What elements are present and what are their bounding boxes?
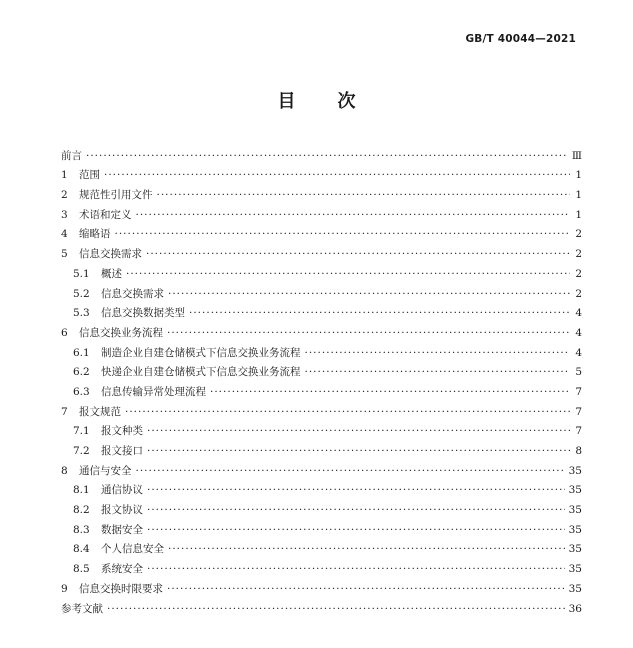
toc-entry[interactable] <box>61 517 582 537</box>
toc-entry-label: 信息交换数据类型 <box>101 307 185 320</box>
toc-entry-page: 1 <box>575 189 582 202</box>
toc-entry-number: 7.2 <box>73 445 90 457</box>
toc-entry-number: 5.2 <box>73 287 90 300</box>
toc-entry[interactable] <box>61 596 582 616</box>
toc-entry-page: 2 <box>575 248 582 261</box>
toc-entry[interactable] <box>61 458 582 478</box>
toc-entry-label: 信息交换需求 <box>101 287 164 300</box>
toc-entry-number: 9 <box>61 582 68 595</box>
toc-entry-number: 8.3 <box>73 523 90 536</box>
toc-entry-number: 1 <box>61 169 68 182</box>
toc-entry-page: 4 <box>575 326 582 339</box>
toc-entry-label: 术语和定义 <box>79 208 132 221</box>
toc-entry-page: 4 <box>575 307 582 320</box>
toc-entry-page: 35 <box>568 523 582 536</box>
toc-entry-label: 通信协议 <box>101 484 143 497</box>
toc-entry[interactable] <box>61 576 582 596</box>
toc-entry[interactable] <box>61 202 582 222</box>
toc-entry[interactable] <box>61 537 582 557</box>
dot-leader <box>210 385 570 399</box>
toc-entry-label: 快递企业自建仓储模式下信息交换业务流程 <box>101 366 301 379</box>
dot-leader <box>147 523 565 537</box>
toc-entry-label: 报文种类 <box>101 425 143 438</box>
toc-entry-number: 6.3 <box>73 385 90 398</box>
toc-entry-label: 概述 <box>101 267 122 280</box>
title-char-2: 次 <box>337 91 356 112</box>
toc-entry-label: 缩略语 <box>79 228 111 241</box>
toc-entry-label: 通信与安全 <box>79 464 132 477</box>
page-title <box>0 87 633 113</box>
dot-leader <box>168 542 565 556</box>
toc-entry-number: 2 <box>61 189 68 202</box>
dot-leader <box>168 287 570 301</box>
dot-leader <box>146 247 570 261</box>
toc-entry[interactable] <box>61 320 582 340</box>
toc-entry-page: 35 <box>568 504 582 517</box>
toc-entry[interactable] <box>61 379 582 399</box>
toc-entry-page: 35 <box>568 582 582 595</box>
toc-entry[interactable] <box>61 182 582 202</box>
toc-entry-page: 2 <box>575 287 582 300</box>
dot-leader <box>305 346 571 360</box>
dot-leader <box>147 424 570 438</box>
toc-entry[interactable] <box>61 419 582 439</box>
toc-entry-label: 范围 <box>79 169 100 182</box>
dot-leader <box>104 168 570 182</box>
toc-entry[interactable] <box>61 438 582 458</box>
toc-entry-page: 35 <box>568 484 582 497</box>
toc-entry[interactable] <box>61 301 582 321</box>
dot-leader <box>147 503 565 517</box>
title-char-1: 目 <box>277 91 296 112</box>
toc-entry-page: 36 <box>568 602 582 615</box>
toc-entry-page: 35 <box>568 563 582 576</box>
toc-entry[interactable] <box>61 556 582 576</box>
toc-entry-number: 8.1 <box>73 484 90 497</box>
dot-leader <box>125 405 570 419</box>
dot-leader <box>189 306 570 320</box>
toc-entry-page: 7 <box>575 405 582 418</box>
dot-leader <box>115 227 571 241</box>
dot-leader <box>157 188 571 202</box>
toc-entry-number: 8.5 <box>73 563 90 576</box>
toc-entry[interactable] <box>61 241 582 261</box>
dot-leader <box>107 602 565 616</box>
toc-entry[interactable] <box>61 497 582 517</box>
toc-entry-page: 5 <box>575 366 582 379</box>
toc-entry-page: 1 <box>575 169 582 182</box>
toc-entry-label: 报文协议 <box>101 504 143 517</box>
dot-leader <box>147 562 565 576</box>
toc-entry-number: 6.2 <box>73 366 90 379</box>
toc-entry[interactable] <box>61 360 582 380</box>
toc-entry-label: 制造企业自建仓储模式下信息交换业务流程 <box>101 346 301 359</box>
toc-entry-page: 7 <box>575 385 582 398</box>
dot-leader <box>147 444 570 458</box>
toc-entry-number: 7 <box>61 405 68 418</box>
toc-entry-label: 个人信息安全 <box>101 543 164 556</box>
toc-entry-label: 系统安全 <box>101 563 143 576</box>
toc-entry-number: 6.1 <box>73 346 90 359</box>
toc-entry-number: 5 <box>61 248 68 261</box>
toc-entry[interactable] <box>61 163 582 183</box>
dot-leader <box>167 582 565 596</box>
toc-entry-label: 信息交换需求 <box>79 248 142 261</box>
toc-entry[interactable] <box>61 399 582 419</box>
toc-entry-page: 8 <box>575 445 582 457</box>
toc-entry-number: 6 <box>61 326 68 339</box>
toc-entry-label: 参考文献 <box>61 602 103 615</box>
toc-entry-page: 4 <box>575 346 582 359</box>
dot-leader <box>136 208 571 222</box>
toc-entry[interactable] <box>61 478 582 498</box>
toc-entry-number: 8.2 <box>73 504 90 517</box>
toc-entry-number: 5.3 <box>73 307 90 320</box>
toc-entry-label: 信息交换时限要求 <box>79 582 163 595</box>
toc-entry-number: 8.4 <box>73 543 90 556</box>
toc-entry-label: 信息交换业务流程 <box>79 326 163 339</box>
toc-entry-page: 2 <box>575 267 582 280</box>
toc-entry-number: 8 <box>61 464 68 477</box>
toc-entry-label: 报文接口 <box>101 445 143 457</box>
dot-leader <box>136 464 565 478</box>
toc-entry-page: 35 <box>568 464 582 477</box>
dot-leader <box>147 483 565 497</box>
toc-entry-label: 规范性引用文件 <box>79 189 153 202</box>
toc-entry-label: 信息传输异常处理流程 <box>101 385 206 398</box>
dot-leader <box>126 267 570 281</box>
table-of-contents <box>61 143 582 616</box>
toc-entry[interactable] <box>61 281 582 301</box>
toc-entry-page: 1 <box>575 208 582 221</box>
toc-entry-page: 35 <box>568 543 582 556</box>
toc-entry-page: 7 <box>575 425 582 438</box>
toc-entry-label: 报文规范 <box>79 405 121 418</box>
dot-leader <box>167 326 570 340</box>
toc-entry[interactable] <box>61 261 582 281</box>
toc-entry-number: 7.1 <box>73 425 90 438</box>
toc-entry[interactable] <box>61 222 582 242</box>
dot-leader <box>86 149 568 163</box>
toc-entry-page: 2 <box>575 228 582 241</box>
toc-entry[interactable] <box>61 340 582 360</box>
standard-code: GB/T 40044—2021 <box>465 33 576 45</box>
toc-entry-label: 数据安全 <box>101 523 143 536</box>
toc-entry[interactable] <box>61 143 582 163</box>
toc-entry-label: 前言 <box>61 149 82 162</box>
toc-entry-number: 5.1 <box>73 267 90 280</box>
toc-entry-number: 4 <box>61 228 68 241</box>
toc-entry-number: 3 <box>61 208 68 221</box>
dot-leader <box>305 365 571 379</box>
toc-entry-page: Ⅲ <box>571 149 582 162</box>
